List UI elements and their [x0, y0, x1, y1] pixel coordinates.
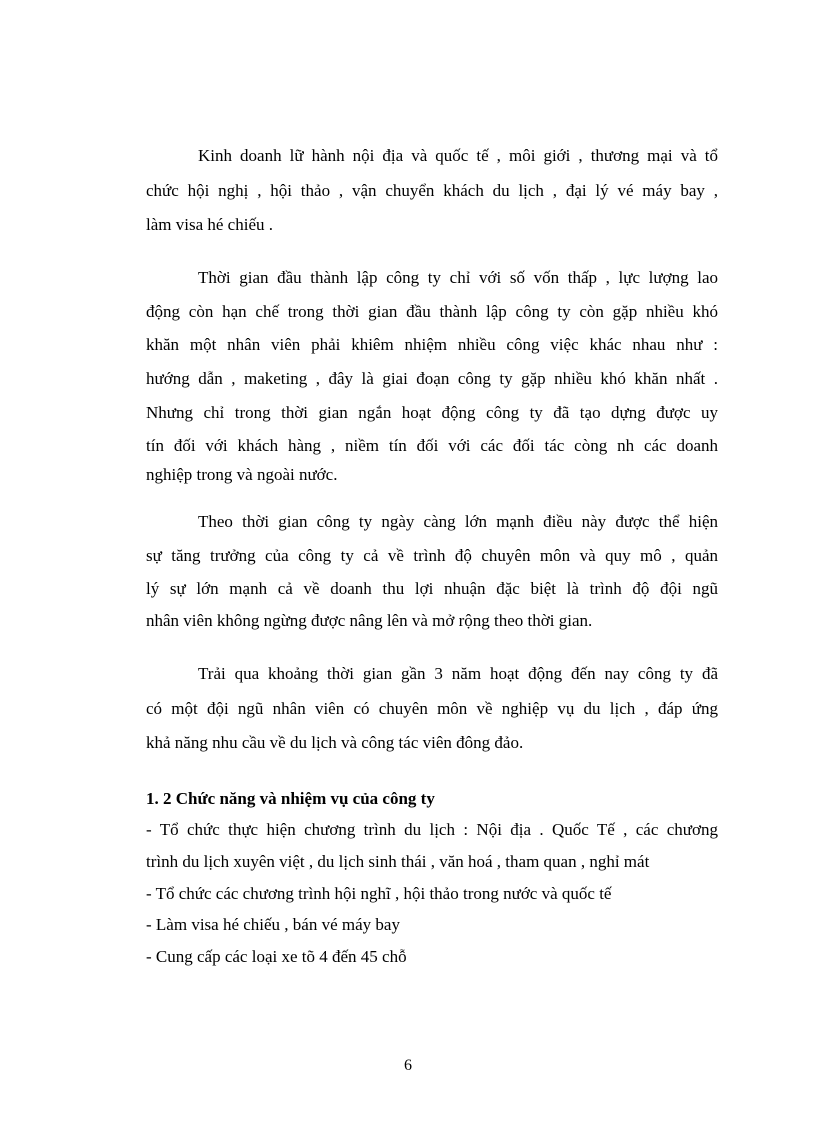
section-item-4: - Cung cấp các loại xe tõ 4 đến 45 chỗ [146, 947, 407, 966]
paragraph-2-line-1: Thời gian đầu thành lập công ty chỉ với số vốn thấp , lực lượng lao [198, 268, 718, 287]
paragraph-3-line-3: lý sự lớn mạnh cả về doanh thu lợi nhuận đặc biệt là trình độ đội ngũ [146, 579, 718, 598]
paragraph-2-line-2: động còn hạn chế trong thời gian đầu thành lập công ty còn gặp nhiều khó [146, 302, 718, 321]
paragraph-1-line-1: Kinh doanh lữ hành nội địa và quốc tế , môi giới , thương mại và tổ [198, 146, 718, 165]
page-number: 6 [404, 1057, 412, 1074]
paragraph-2-line-4: hướng dẫn , maketing , đây là giai đoạn công ty gặp nhiều khó khăn nhất . [146, 369, 718, 388]
section-item-1: - Tổ chức thực hiện chương trình du lịch : Nội địa . Quốc Tế , các chương [146, 820, 718, 839]
paragraph-2-line-3: khăn một nhân viên phải khiêm nhiệm nhiều công việc khác nhau như : [146, 335, 718, 354]
section-item-2: - Tổ chức các chương trình hội nghĩ , hội thảo trong nước và quốc tế [146, 884, 612, 903]
section-item-3: - Làm visa hé chiếu , bán vé máy bay [146, 915, 400, 934]
paragraph-2-line-6: tín đối với khách hàng , niềm tín đối với các đối tác còng nh các doanh [146, 436, 718, 455]
paragraph-4-line-3: khả năng nhu cầu về du lịch và công tác viên đông đảo. [146, 733, 524, 752]
section-heading: 1. 2 Chức năng và nhiệm vụ của công ty [146, 789, 435, 808]
paragraph-3-line-1: Theo thời gian công ty ngày càng lớn mạnh điều này được thể hiện [198, 512, 718, 531]
paragraph-3-line-2: sự tăng trưởng của công ty cả về trình độ chuyên môn và quy mô , quản [146, 546, 718, 565]
paragraph-1-line-2: chức hội nghị , hội thảo , vận chuyển khách du lịch , đại lý vé máy bay , [146, 181, 718, 200]
paragraph-2-line-7: nghiệp trong và ngoài nước. [146, 465, 338, 484]
paragraph-4-line-2: có một đội ngũ nhân viên có chuyên môn về nghiệp vụ du lịch , đáp ứng [146, 699, 718, 718]
paragraph-2-line-5: Nhưng chỉ trong thời gian ngắn hoạt động công ty đã tạo dựng được uy [146, 403, 718, 422]
paragraph-4-line-1: Trải qua khoảng thời gian gần 3 năm hoạt động đến nay công ty đã [198, 664, 718, 683]
paragraph-3-line-4: nhân viên không ngừng được nâng lên và mở rộng theo thời gian. [146, 611, 593, 630]
section-item-1-continued: trình du lịch xuyên việt , du lịch sinh thái , văn hoá , tham quan , nghỉ mát [146, 852, 650, 871]
paragraph-1-line-3: làm visa hé chiếu . [146, 215, 273, 234]
